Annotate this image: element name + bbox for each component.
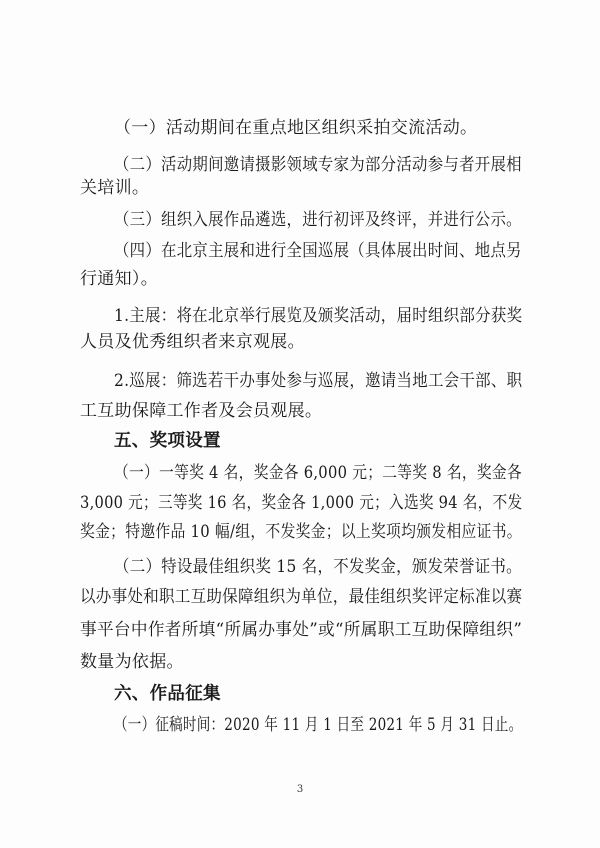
paragraph-line: （二）活动期间邀请摄影领域专家为部分活动参与者开展相: [114, 155, 522, 175]
paragraph-line: 数量为依据。: [80, 652, 184, 672]
paragraph-line: 工互助保障工作者及会员观展。: [80, 401, 323, 421]
paragraph-line: 以办事处和职工互助保障组织为单位，最佳组织奖评定标准以赛: [80, 587, 523, 607]
paragraph-line: 2.巡展：筛选若干办事处参与巡展，邀请当地工会干部、职: [114, 371, 523, 391]
paragraph-line: （一）征稿时间：2020 年 11 月 1 日至 2021 年 5 月 31 日止。: [114, 715, 523, 735]
paragraph-line: 3,000 元；三等奖 16 名，奖金各 1,000 元；入选奖 94 名，不发: [80, 493, 523, 513]
paragraph-line: 1.主展：将在北京举行展览及颁奖活动，届时组织部分获奖: [114, 306, 523, 326]
paragraph-line: 奖金；特邀作品 10 幅/组，不发奖金；以上奖项均颁发相应证书。: [80, 522, 522, 542]
paragraph-line: 行通知）。: [80, 269, 158, 289]
paragraph-line: （四）在北京主展和进行全国巡展（具体展出时间、地点另: [114, 241, 522, 261]
paragraph-line: 关培训。: [80, 178, 150, 198]
paragraph-line: （二）特设最佳组织奖 15 名，不发奖金，颁发荣誉证书。: [114, 557, 522, 577]
paragraph-line: （一）活动期间在重点地区组织采拍交流活动。: [114, 118, 478, 138]
section-heading: 五、奖项设置: [114, 431, 221, 451]
paragraph-line: （一）一等奖 4 名，奖金各 6,000 元；二等奖 8 名，奖金各: [114, 463, 522, 483]
paragraph-line: 事平台中作者所填“所属办事处”或“所属职工互助保障组织”: [80, 620, 523, 640]
section-heading: 六、作品征集: [114, 684, 221, 704]
paragraph-line: 人员及优秀组织者来京观展。: [80, 332, 305, 352]
paragraph-line: （三）组织入展作品遴选，进行初评及终评，并进行公示。: [114, 210, 522, 230]
page-number: 3: [296, 784, 304, 795]
